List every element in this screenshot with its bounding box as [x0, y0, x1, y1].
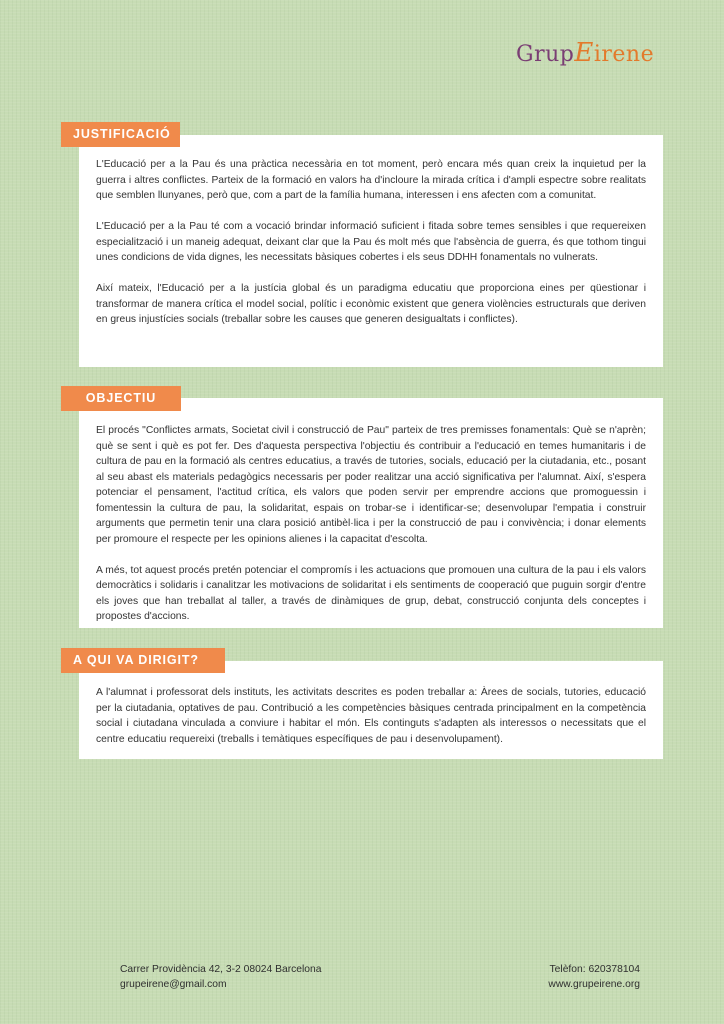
footer-email[interactable]: grupeirene@gmail.com [120, 979, 227, 990]
footer-contact-left [120, 962, 321, 992]
objectiu-text [96, 423, 646, 625]
a-qui-va-dirigit-paragraph-1: A l'alumnat i professorat dels instituts, les activitats descrites es poden treballar a: Àrees de socials, tutories, educació per la ciutadania, optatives de pau. Contribució a les competències bàsiques centrada principalment en la competència social i ciutadana vinculada a conviure i habitar el món. Els continguts s'adapten als interessos o necessitats que el centre educatiu requereixi (treballs i temàtiques específiques de pau i desenvolupament). [96, 687, 646, 745]
logo-text-irene: irene [593, 42, 655, 67]
justificacio-paragraph-2: L'Educació per a la Pau té com a vocació brindar informació suficient i fitada sobre temes sensibles i que requereixen especialització i un maneig adequat, deixant clar que la Pau és molt més que l'absència de guerra, és que tothom tingui unes condicions de vida dignes, les necessitats bàsiques cobertes i els seus DDHH fonamentals no vulnerats. [96, 221, 646, 263]
footer-phone: Telèfon: 620378104 [549, 964, 640, 975]
objectiu-paragraph-1: El procés "Conflictes armats, Societat civil i construcció de Pau" parteix de tres premisses fonamentals: Què se n'aprèn; què se sent i què es pot fer. Des d'aquesta perspectiva l'objectiu és contribuir a l'educació en temes humanitaris i de cultura de pau en la formació als centres educatius, a través de tutories, socials, educació per la ciutadania, etc., posant al seu abast els materials pedagògics necessaris per poder realitzar una acció significativa per l'alumnat. Així, s'espera potenciar el pensament, l'actitud crítica, els valors que poden servir per emprendre accions que promoguessin i fomentessin la cultura de pau, la solidaritat, espais on trobar-se i identificar-se; desenvolupar l'empatia i construir arguments que permetin tenir una clara posició antibèl·lica i per la construcció de pau i convivència; i donar elements per promoure el respecte per les opinions alienes i la capacitat d'escolta. [96, 425, 646, 545]
footer-contact-right [548, 962, 640, 992]
footer-website[interactable]: www.grupeirene.org [548, 979, 640, 990]
grupeirene-logo [516, 38, 654, 68]
a-qui-va-dirigit-text [96, 685, 646, 747]
justificacio-paragraph-3: Així mateix, l'Educació per a la justícia global és un paradigma educatiu que proporciona eines per qüestionar i transformar de manera crítica el model social, polític i econòmic existent que genera violències estructurals que deriven en greus injustícies socials (treballar sobre les causes que generen desigualtats i conflictes). [96, 283, 646, 325]
logo-text-grup: Grup [516, 42, 575, 67]
objectiu-paragraph-2: A més, tot aquest procés pretén potenciar el compromís i les actuacions que promouen una cultura de la pau i els valors democràtics i solidaris i canalitzar les motivacions de solidaritat i els sentiments de cooperació que puguin sorgir d'entre els joves que han treballat al taller, a través de dinàmiques de grup, debat, construcció conjunta dels conceptes i propostes d'accions. [96, 564, 646, 622]
footer-address: Carrer Providència 42, 3-2 08024 Barcelona [120, 964, 322, 975]
objectiu-heading: OBJECTIU [61, 386, 181, 411]
justificacio-paragraph-1: L'Educació per a la Pau és una pràctica necessària en tot moment, però encara més quan creix la inquietud per la guerra i altres conflictes. Parteix de la formació en valors ha d'incloure la mirada crítica i d'ampli espectre sobre realitats que semblen llunyanes, però que, com a part de la família humana, interessen i ens afecten com a comunitat. [96, 159, 646, 201]
justificacio-section [79, 135, 663, 367]
logo-text-e: E [574, 38, 594, 68]
a-qui-va-dirigit-heading: A QUI VA DIRIGIT? [61, 648, 225, 673]
justificacio-text [96, 157, 646, 328]
justificacio-heading: JUSTIFICACIÓ [61, 122, 180, 147]
a-qui-va-dirigit-section [79, 661, 663, 759]
objectiu-section [79, 398, 663, 628]
